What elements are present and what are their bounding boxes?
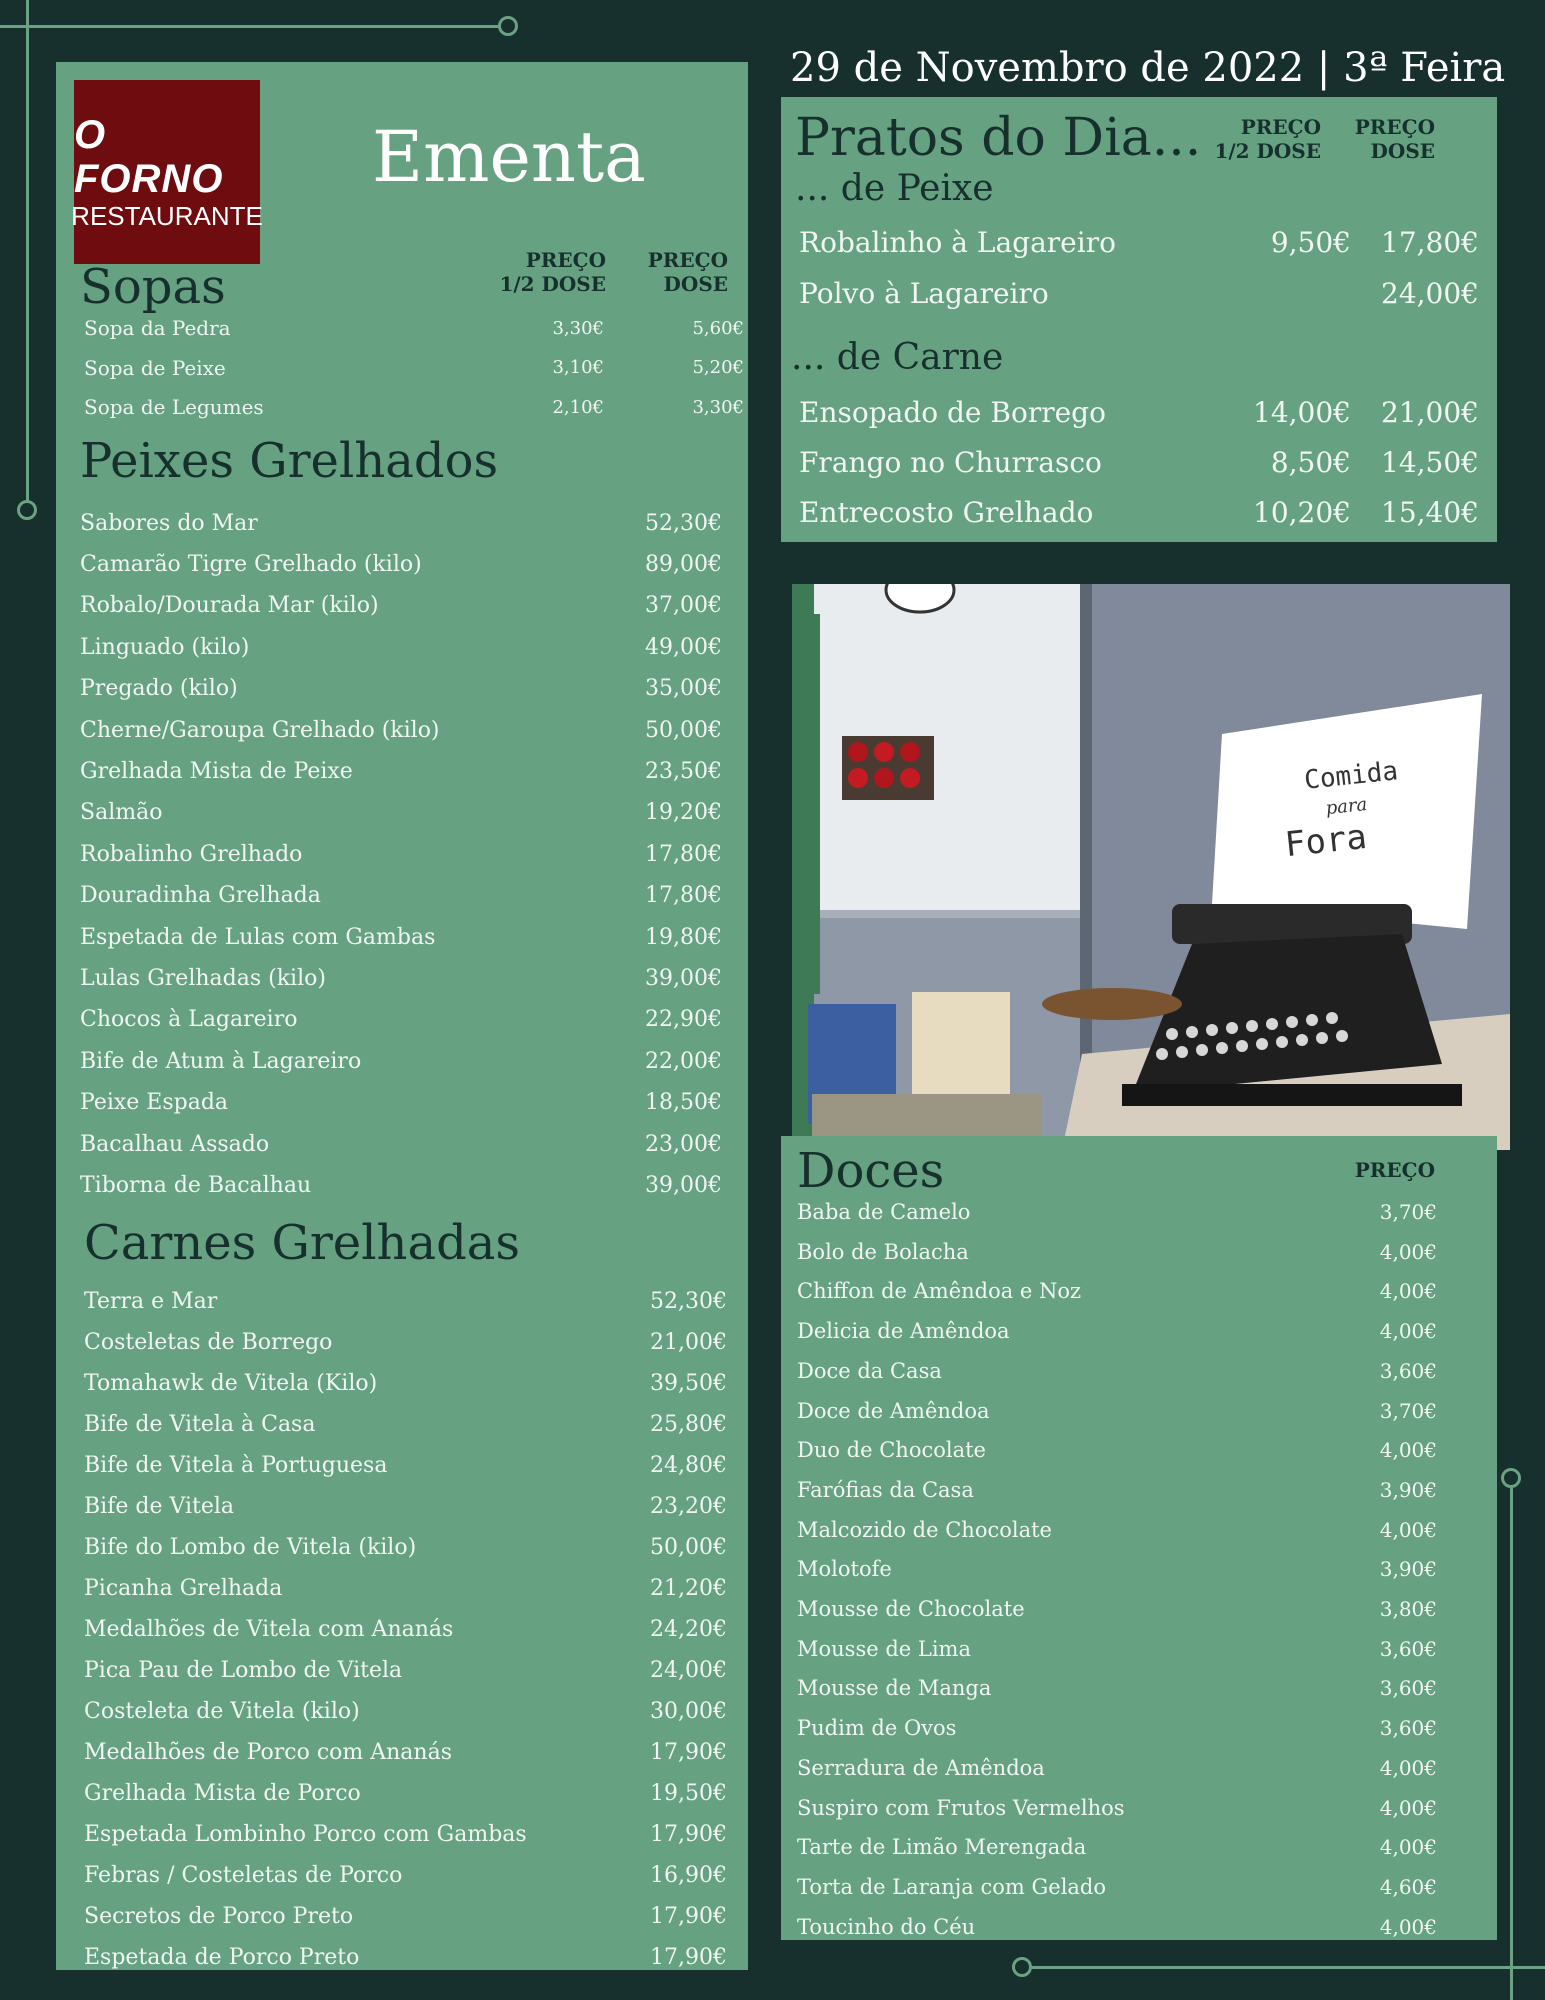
peixe-item-name: Linguado (kilo) bbox=[80, 634, 250, 660]
frame-circle-left bbox=[17, 500, 37, 520]
carne-item-price-price: 39,50€ bbox=[650, 1370, 727, 1396]
carne-item-price-price: 24,00€ bbox=[650, 1657, 727, 1683]
carne-item-price-price: 52,30€ bbox=[650, 1288, 727, 1314]
doce-item-name: Mousse de Chocolate bbox=[797, 1597, 1025, 1621]
carne-item bbox=[84, 1284, 727, 1318]
section-title-carnes: Carnes Grelhadas bbox=[84, 1215, 521, 1271]
doce-item-name: Serradura de Amêndoa bbox=[797, 1755, 1045, 1780]
carne-item bbox=[84, 1776, 727, 1810]
carne-item bbox=[84, 1489, 727, 1523]
carne-item-price-price: 30,00€ bbox=[650, 1698, 727, 1724]
doce-item bbox=[797, 1633, 1437, 1665]
carne-item-price-price: 17,90€ bbox=[650, 1821, 727, 1847]
prato-peixe-item-full-price: 24,00€ bbox=[1381, 276, 1479, 310]
doce-item bbox=[797, 1355, 1437, 1387]
carne-item bbox=[84, 1530, 727, 1564]
prato-carne-item-name: Ensopado de Borrego bbox=[799, 395, 1106, 429]
carne-item bbox=[84, 1817, 727, 1851]
carne-item bbox=[84, 1612, 727, 1646]
prato-peixe-item-full-price: 17,80€ bbox=[1381, 225, 1479, 259]
doce-item bbox=[797, 1275, 1437, 1307]
carne-item bbox=[84, 1366, 727, 1400]
peixe-item-name: Bife de Atum à Lagareiro bbox=[80, 1048, 362, 1074]
frame-circle-top bbox=[498, 16, 518, 36]
peixe-item-price-price: 50,00€ bbox=[645, 717, 722, 743]
carne-item bbox=[84, 1407, 727, 1441]
menu-title: Ementa bbox=[372, 116, 646, 198]
doce-item-name: Bolo de Bolacha bbox=[797, 1239, 969, 1264]
frame-circle-bottom bbox=[1012, 1957, 1032, 1977]
pratos-do-dia-panel bbox=[781, 97, 1497, 542]
sopas-col-half-line2: 1/2 DOSE bbox=[499, 272, 606, 296]
peixe-item-price-price: 19,80€ bbox=[645, 924, 722, 950]
carne-item-name: Costeleta de Vitela (kilo) bbox=[84, 1698, 360, 1724]
pratos-col-half-header bbox=[1201, 115, 1321, 163]
main-menu-panel bbox=[56, 62, 748, 1970]
sopa-item bbox=[84, 313, 744, 343]
section-title-peixes: Peixes Grelhados bbox=[80, 433, 499, 489]
doce-item-name: Molotofe bbox=[797, 1557, 892, 1582]
peixe-item-price-price: 22,90€ bbox=[645, 1007, 722, 1033]
doce-item-price-price: 3,60€ bbox=[1379, 1676, 1437, 1701]
carne-item-price-price: 25,80€ bbox=[650, 1411, 727, 1437]
carne-item-name: Bife de Vitela à Portuguesa bbox=[84, 1452, 388, 1478]
carne-item-name: Grelhada Mista de Porco bbox=[84, 1780, 361, 1806]
doce-item-name: Toucinho do Céu bbox=[797, 1914, 976, 1939]
peixe-item bbox=[80, 1003, 722, 1037]
doce-item-name: Tarte de Limão Merengada bbox=[797, 1835, 1087, 1860]
peixe-item-price-price: 37,00€ bbox=[645, 593, 722, 619]
peixe-item-price-price: 17,80€ bbox=[645, 883, 722, 909]
sopas-col-full-header bbox=[626, 248, 728, 296]
peixe-item-name: Robalinho Grelhado bbox=[80, 841, 303, 867]
frame-circle-right bbox=[1501, 1468, 1521, 1488]
peixe-item bbox=[80, 547, 722, 581]
doce-item bbox=[797, 1474, 1437, 1506]
doces-panel bbox=[781, 1136, 1497, 1940]
doce-item bbox=[797, 1672, 1437, 1704]
carne-item-price-price: 21,20€ bbox=[650, 1575, 727, 1601]
prato-carne-item bbox=[799, 392, 1479, 432]
doce-item-price-price: 4,00€ bbox=[1379, 1795, 1437, 1820]
doce-item-price-price: 4,00€ bbox=[1379, 1319, 1437, 1344]
doce-item-price-price: 4,00€ bbox=[1379, 1914, 1437, 1939]
peixe-item-price-price: 23,00€ bbox=[645, 1131, 722, 1157]
frame-line-bottom bbox=[1032, 1966, 1545, 1969]
peixe-item bbox=[80, 879, 722, 913]
doce-item bbox=[797, 1236, 1437, 1268]
frame-line-left bbox=[26, 0, 29, 500]
doce-item-price-price: 4,00€ bbox=[1379, 1835, 1437, 1860]
doce-item bbox=[797, 1593, 1437, 1625]
sopas-col-full-line1: PREÇO bbox=[647, 248, 728, 272]
doce-item-price-price: 3,60€ bbox=[1379, 1358, 1437, 1383]
peixe-item-price-price: 19,20€ bbox=[645, 800, 722, 826]
carne-item-price-price: 16,90€ bbox=[650, 1862, 727, 1888]
doce-item bbox=[797, 1315, 1437, 1347]
pratos-col-full-header bbox=[1341, 115, 1435, 163]
peixe-item-price-price: 35,00€ bbox=[645, 676, 722, 702]
peixe-item-name: Tiborna de Bacalhau bbox=[80, 1172, 312, 1198]
peixe-item-price-price: 39,00€ bbox=[645, 1172, 722, 1198]
doce-item-name: Duo de Chocolate bbox=[797, 1438, 986, 1463]
peixe-item bbox=[80, 961, 722, 995]
peixe-item bbox=[80, 920, 722, 954]
peixe-item bbox=[80, 506, 722, 540]
peixe-item-name: Camarão Tigre Grelhado (kilo) bbox=[80, 551, 422, 577]
peixe-item-name: Grelhada Mista de Peixe bbox=[80, 758, 353, 784]
restaurant-photo bbox=[792, 584, 1510, 1150]
carne-item-price-price: 17,90€ bbox=[650, 1903, 727, 1929]
pratos-title: Pratos do Dia... bbox=[795, 108, 1202, 168]
carne-item-name: Costeletas de Borrego bbox=[84, 1329, 333, 1355]
carne-item bbox=[84, 1694, 727, 1728]
photo-sign-line2: para bbox=[1324, 793, 1369, 820]
peixe-item-price-price: 17,80€ bbox=[645, 841, 722, 867]
pratos-carne-title: ... de Carne bbox=[791, 337, 1004, 378]
logo-line-2: RESTAURANTE bbox=[71, 201, 263, 231]
doce-item-price-price: 3,70€ bbox=[1379, 1398, 1437, 1423]
logo-line-1: O FORNO bbox=[74, 113, 224, 201]
peixe-item bbox=[80, 1086, 722, 1120]
doce-item-price-price: 3,70€ bbox=[1379, 1200, 1437, 1224]
sopas-col-full-line2: DOSE bbox=[663, 272, 728, 296]
doce-item-name: Malcozido de Chocolate bbox=[797, 1517, 1052, 1542]
carne-item bbox=[84, 1448, 727, 1482]
peixe-item bbox=[80, 754, 722, 788]
frame-line-top bbox=[0, 25, 500, 28]
sopa-item-half-price: 2,10€ bbox=[552, 396, 604, 418]
doce-item bbox=[797, 1871, 1437, 1903]
prato-carne-item-half-price: 10,20€ bbox=[1253, 495, 1351, 529]
carne-item-name: Terra e Mar bbox=[84, 1288, 218, 1314]
carne-item-name: Medalhões de Vitela com Ananás bbox=[84, 1616, 454, 1642]
sopa-item-full-price: 5,60€ bbox=[692, 317, 744, 339]
photo-sign-line3: Fora bbox=[1283, 816, 1369, 866]
pratos-col-full-line2: DOSE bbox=[1370, 139, 1435, 163]
doce-item bbox=[797, 1514, 1437, 1546]
peixe-item bbox=[80, 589, 722, 623]
peixe-item bbox=[80, 630, 722, 664]
carne-item-price-price: 24,20€ bbox=[650, 1616, 727, 1642]
prato-carne-item bbox=[799, 492, 1479, 532]
peixe-item-price-price: 18,50€ bbox=[645, 1090, 722, 1116]
section-title-doces: Doces bbox=[797, 1143, 945, 1199]
peixe-item-name: Douradinha Grelhada bbox=[80, 883, 321, 909]
peixe-item-name: Espetada de Lulas com Gambas bbox=[80, 924, 436, 950]
carne-item-name: Tomahawk de Vitela (Kilo) bbox=[84, 1370, 378, 1396]
carne-item-name: Medalhões de Porco com Ananás bbox=[84, 1739, 452, 1765]
doce-item-price-price: 4,00€ bbox=[1379, 1279, 1437, 1304]
doce-item bbox=[797, 1752, 1437, 1784]
carne-item-price-price: 23,20€ bbox=[650, 1493, 727, 1519]
pratos-col-half-line2: 1/2 DOSE bbox=[1214, 139, 1321, 163]
prato-peixe-item-half-price: 9,50€ bbox=[1270, 225, 1351, 259]
carne-item-name: Espetada de Porco Preto bbox=[84, 1944, 360, 1970]
peixe-item-price-price: 23,50€ bbox=[645, 758, 722, 784]
carne-item bbox=[84, 1858, 727, 1892]
doce-item bbox=[797, 1434, 1437, 1466]
carne-item-name: Bife do Lombo de Vitela (kilo) bbox=[84, 1534, 417, 1560]
restaurant-logo bbox=[71, 80, 263, 264]
carne-item-price-price: 17,90€ bbox=[650, 1739, 727, 1765]
doce-item-price-price: 4,00€ bbox=[1379, 1755, 1437, 1780]
carne-item bbox=[84, 1735, 727, 1769]
doce-item-name: Doce de Amêndoa bbox=[797, 1398, 990, 1423]
peixe-item-name: Salmão bbox=[80, 800, 163, 826]
menu-date: 29 de Novembro de 2022 | 3ª Feira bbox=[790, 45, 1506, 91]
photo-illustration bbox=[792, 584, 1510, 1150]
doces-col-price-header: PREÇO bbox=[1354, 1158, 1435, 1182]
doce-item-name: Doce da Casa bbox=[797, 1358, 942, 1383]
doce-item-price-price: 3,80€ bbox=[1379, 1597, 1437, 1621]
sopa-item-full-price: 3,30€ bbox=[692, 396, 744, 418]
doce-item-price-price: 3,90€ bbox=[1379, 1477, 1437, 1502]
doce-item-name: Mousse de Manga bbox=[797, 1676, 992, 1701]
sopas-col-half-header bbox=[486, 248, 606, 296]
doce-item-name: Farófias da Casa bbox=[797, 1477, 974, 1502]
doce-item-name: Delicia de Amêndoa bbox=[797, 1319, 1010, 1344]
peixe-item-name: Bacalhau Assado bbox=[80, 1131, 270, 1157]
prato-carne-item-name: Entrecosto Grelhado bbox=[799, 495, 1094, 529]
carne-item-price-price: 50,00€ bbox=[650, 1534, 727, 1560]
sopa-item-name: Sopa de Legumes bbox=[84, 395, 264, 419]
sopa-item bbox=[84, 392, 744, 422]
doce-item-name: Mousse de Lima bbox=[797, 1636, 971, 1661]
sopa-item-full-price: 5,20€ bbox=[692, 357, 744, 378]
sopa-item-half-price: 3,10€ bbox=[552, 357, 604, 378]
peixe-item-price-price: 49,00€ bbox=[645, 634, 722, 660]
doce-item-price-price: 4,00€ bbox=[1379, 1239, 1437, 1264]
doce-item bbox=[797, 1553, 1437, 1585]
peixe-item-name: Peixe Espada bbox=[80, 1090, 229, 1116]
carne-item-name: Bife de Vitela à Casa bbox=[84, 1411, 316, 1437]
carne-item-name: Bife de Vitela bbox=[84, 1493, 235, 1519]
peixe-item-price-price: 39,00€ bbox=[645, 965, 722, 991]
peixe-item-name: Sabores do Mar bbox=[80, 510, 258, 536]
doce-item-name: Suspiro com Frutos Vermelhos bbox=[797, 1795, 1125, 1820]
peixe-item-name: Cherne/Garoupa Grelhado (kilo) bbox=[80, 717, 440, 743]
doce-item bbox=[797, 1911, 1437, 1943]
pratos-col-half-line1: PREÇO bbox=[1240, 115, 1321, 139]
sopa-item bbox=[84, 353, 744, 383]
doce-item-price-price: 4,00€ bbox=[1379, 1517, 1437, 1542]
doce-item-price-price: 4,00€ bbox=[1379, 1438, 1437, 1463]
prato-peixe-item bbox=[799, 273, 1479, 313]
carne-item-name: Pica Pau de Lombo de Vitela bbox=[84, 1657, 403, 1683]
sopa-item-name: Sopa da Pedra bbox=[84, 316, 231, 340]
prato-peixe-item-name: Robalinho à Lagareiro bbox=[799, 225, 1116, 259]
carne-item-price-price: 19,50€ bbox=[650, 1780, 727, 1806]
carne-item-name: Secretos de Porco Preto bbox=[84, 1903, 354, 1929]
carne-item bbox=[84, 1325, 727, 1359]
doce-item-price-price: 4,60€ bbox=[1379, 1874, 1437, 1899]
peixe-item-price-price: 52,30€ bbox=[645, 510, 722, 536]
doce-item-name: Chiffon de Amêndoa e Noz bbox=[797, 1279, 1082, 1304]
frame-line-right bbox=[1510, 1488, 1513, 2000]
photo-sign-line1: Comida bbox=[1302, 756, 1400, 796]
section-title-sopas: Sopas bbox=[80, 259, 226, 315]
doce-item bbox=[797, 1831, 1437, 1863]
peixe-item bbox=[80, 1168, 722, 1202]
prato-carne-item-name: Frango no Churrasco bbox=[799, 445, 1102, 479]
carne-item-price-price: 21,00€ bbox=[650, 1329, 727, 1355]
prato-carne-item-full-price: 14,50€ bbox=[1381, 445, 1479, 479]
prato-carne-item-full-price: 21,00€ bbox=[1381, 395, 1479, 429]
prato-peixe-item bbox=[799, 222, 1479, 262]
doce-item-name: Torta de Laranja com Gelado bbox=[797, 1874, 1107, 1899]
peixe-item-name: Pregado (kilo) bbox=[80, 676, 238, 702]
carne-item-price-price: 17,90€ bbox=[650, 1944, 727, 1970]
doce-item-price-price: 3,60€ bbox=[1379, 1636, 1437, 1661]
peixe-item bbox=[80, 1044, 722, 1078]
doce-item bbox=[797, 1395, 1437, 1427]
peixe-item-price-price: 89,00€ bbox=[645, 551, 722, 577]
pratos-peixe-title: ... de Peixe bbox=[795, 168, 994, 209]
prato-carne-item bbox=[799, 442, 1479, 482]
peixe-item-name: Chocos à Lagareiro bbox=[80, 1007, 298, 1033]
carne-item bbox=[84, 1940, 727, 1974]
peixe-item-name: Lulas Grelhadas (kilo) bbox=[80, 965, 326, 991]
sopa-item-name: Sopa de Peixe bbox=[84, 355, 226, 380]
sopas-col-half-line1: PREÇO bbox=[525, 248, 606, 272]
carne-item-name: Febras / Costeletas de Porco bbox=[84, 1862, 403, 1888]
doce-item bbox=[797, 1712, 1437, 1744]
peixe-item bbox=[80, 1127, 722, 1161]
doce-item-price-price: 3,90€ bbox=[1379, 1557, 1437, 1582]
doce-item bbox=[797, 1196, 1437, 1228]
pratos-col-full-line1: PREÇO bbox=[1354, 115, 1435, 139]
prato-peixe-item-name: Polvo à Lagareiro bbox=[799, 276, 1049, 310]
carne-item bbox=[84, 1571, 727, 1605]
peixe-item bbox=[80, 837, 722, 871]
peixe-item bbox=[80, 672, 722, 706]
prato-carne-item-full-price: 15,40€ bbox=[1381, 495, 1479, 529]
prato-carne-item-half-price: 14,00€ bbox=[1253, 395, 1351, 429]
carne-item-price-price: 24,80€ bbox=[650, 1452, 727, 1478]
doce-item bbox=[797, 1792, 1437, 1824]
doce-item-price-price: 3,60€ bbox=[1379, 1716, 1437, 1741]
carne-item bbox=[84, 1653, 727, 1687]
peixe-item bbox=[80, 713, 722, 747]
prato-carne-item-half-price: 8,50€ bbox=[1270, 445, 1351, 479]
peixe-item bbox=[80, 796, 722, 830]
peixe-item-price-price: 22,00€ bbox=[645, 1048, 722, 1074]
carne-item bbox=[84, 1899, 727, 1933]
doce-item-name: Pudim de Ovos bbox=[797, 1716, 957, 1741]
peixe-item-name: Robalo/Dourada Mar (kilo) bbox=[80, 593, 379, 619]
carne-item-name: Picanha Grelhada bbox=[84, 1575, 283, 1601]
doce-item-name: Baba de Camelo bbox=[797, 1200, 971, 1224]
sopa-item-half-price: 3,30€ bbox=[552, 317, 604, 339]
carne-item-name: Espetada Lombinho Porco com Gambas bbox=[84, 1821, 527, 1847]
